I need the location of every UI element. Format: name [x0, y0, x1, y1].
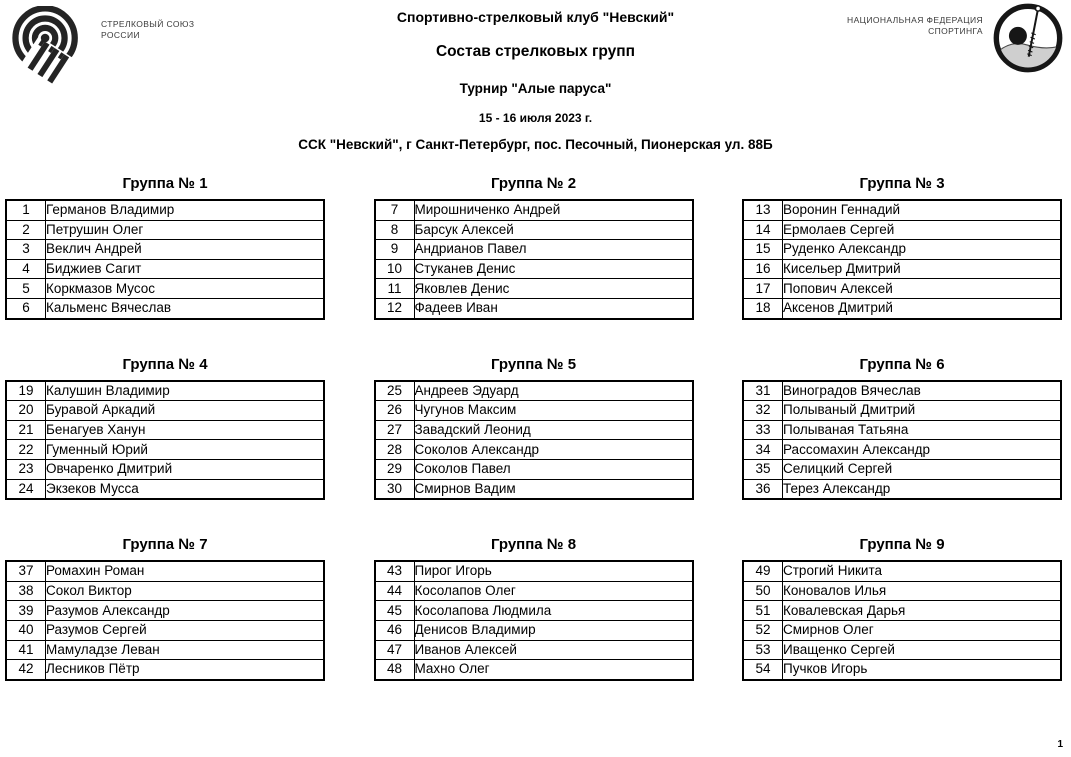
- member-number: 51: [743, 601, 783, 621]
- group-title: Группа № 1: [122, 175, 208, 192]
- group-title: Группа № 9: [859, 536, 945, 554]
- member-row: [743, 420, 1061, 440]
- member-number: 37: [6, 561, 46, 581]
- member-row: [6, 660, 324, 680]
- member-row: [6, 581, 324, 601]
- member-row: [375, 561, 693, 581]
- member-number: 20: [6, 401, 46, 421]
- member-row: [743, 401, 1061, 421]
- club-title: Спортивно-стрелковый клуб "Невский": [396, 9, 675, 25]
- member-name: Барсук Алексей: [414, 220, 693, 240]
- member-number: 17: [743, 279, 783, 299]
- member-name: Полываный Дмитрий: [783, 401, 1062, 421]
- member-number: 11: [375, 279, 415, 299]
- member-number: 30: [375, 479, 415, 499]
- member-number: 38: [6, 581, 46, 601]
- sporting-federation-clay-pigeon-logo-icon: [992, 2, 1064, 74]
- member-number: 19: [6, 381, 46, 401]
- member-row: [6, 620, 324, 640]
- member-row: [743, 381, 1061, 401]
- member-name: Овчаренко Дмитрий: [46, 459, 325, 479]
- member-name: Строгий Никита: [783, 561, 1062, 581]
- member-number: 35: [743, 459, 783, 479]
- member-row: [375, 440, 693, 460]
- left-org-name-line1: СТРЕЛКОВЫЙ СОЮЗ: [101, 19, 195, 29]
- member-name: Гуменный Юрий: [46, 440, 325, 460]
- member-row: [743, 601, 1061, 621]
- member-name: Завадский Леонид: [414, 420, 693, 440]
- member-number: 5: [6, 279, 46, 299]
- member-number: 12: [375, 298, 415, 318]
- member-name: Терез Александр: [783, 479, 1062, 499]
- member-number: 27: [375, 420, 415, 440]
- member-name: Андреев Эдуард: [414, 381, 693, 401]
- member-number: 24: [6, 479, 46, 499]
- group-table: [374, 560, 694, 681]
- member-number: 14: [743, 220, 783, 240]
- right-org-name: [847, 15, 983, 36]
- group-table: [742, 199, 1062, 320]
- member-number: 18: [743, 298, 783, 318]
- member-number: 48: [375, 660, 415, 680]
- member-row: [6, 601, 324, 621]
- group-3: [742, 175, 1062, 320]
- member-row: [6, 381, 324, 401]
- member-number: 36: [743, 479, 783, 499]
- member-name: Кальменс Вячеслав: [46, 298, 325, 318]
- member-number: 7: [375, 200, 415, 220]
- member-row: [375, 601, 693, 621]
- member-name: Бенагуев Ханун: [46, 420, 325, 440]
- member-row: [6, 561, 324, 581]
- member-number: 28: [375, 440, 415, 460]
- groups-grid: [0, 175, 1071, 681]
- tournament-title: Турнир "Алые паруса": [459, 81, 612, 96]
- member-row: [375, 459, 693, 479]
- member-name: Виноградов Вячеслав: [783, 381, 1062, 401]
- member-number: 6: [6, 298, 46, 318]
- member-name: Петрушин Олег: [46, 220, 325, 240]
- member-row: [743, 298, 1061, 318]
- member-row: [743, 220, 1061, 240]
- group-title: Группа № 3: [859, 175, 945, 192]
- member-name: Смирнов Олег: [783, 620, 1062, 640]
- member-row: [375, 620, 693, 640]
- member-row: [743, 620, 1061, 640]
- member-row: [743, 459, 1061, 479]
- member-row: [743, 279, 1061, 299]
- member-name: Ромахин Роман: [46, 561, 325, 581]
- member-number: 42: [6, 660, 46, 680]
- member-name: Мирошниченко Андрей: [414, 200, 693, 220]
- member-number: 1: [6, 200, 46, 220]
- group-table: [374, 380, 694, 501]
- member-number: 26: [375, 401, 415, 421]
- member-number: 4: [6, 259, 46, 279]
- group-table: [5, 380, 325, 501]
- member-row: [375, 381, 693, 401]
- member-name: Аксенов Дмитрий: [783, 298, 1062, 318]
- member-name: Андрианов Павел: [414, 240, 693, 260]
- member-row: [6, 240, 324, 260]
- venue-address: ССК "Невский", г Санкт-Петербург, пос. Песочный, Пионерская ул. 88Б: [298, 137, 773, 152]
- group-title: Группа № 8: [490, 536, 577, 554]
- group-title: Группа № 4: [122, 355, 208, 373]
- member-row: [375, 298, 693, 318]
- member-number: 50: [743, 581, 783, 601]
- group-5: [374, 356, 694, 501]
- member-row: [743, 660, 1061, 680]
- member-number: 49: [743, 561, 783, 581]
- group-table: [374, 199, 694, 320]
- left-org-name-line2: РОССИИ: [101, 29, 140, 40]
- member-row: [743, 240, 1061, 260]
- member-number: 53: [743, 640, 783, 660]
- member-row: [375, 401, 693, 421]
- member-row: [743, 479, 1061, 499]
- member-name: Попович Алексей: [783, 279, 1062, 299]
- member-name: Рассомахин Александр: [783, 440, 1062, 460]
- group-8: [374, 536, 694, 681]
- member-number: 8: [375, 220, 415, 240]
- left-org-block: [10, 6, 194, 84]
- member-name: Экзеков Мусса: [46, 479, 325, 499]
- member-number: 39: [6, 601, 46, 621]
- member-name: Яковлев Денис: [414, 279, 693, 299]
- member-name: Германов Владимир: [46, 200, 325, 220]
- member-row: [375, 581, 693, 601]
- member-row: [375, 660, 693, 680]
- group-title: Группа № 5: [490, 355, 577, 373]
- member-name: Ковалевская Дарья: [783, 601, 1062, 621]
- member-name: Разумов Александр: [46, 601, 325, 621]
- member-name: Фадеев Иван: [414, 298, 693, 318]
- member-name: Буравой Аркадий: [46, 401, 325, 421]
- page-number: 1: [1057, 739, 1063, 750]
- right-org-name-line1: НАЦИОНАЛЬНАЯ ФЕДЕРАЦИЯ: [847, 15, 983, 25]
- member-number: 13: [743, 200, 783, 220]
- left-org-name: [101, 19, 194, 40]
- group-table: [5, 560, 325, 681]
- member-number: 23: [6, 459, 46, 479]
- group-table: [5, 199, 325, 320]
- member-number: 40: [6, 620, 46, 640]
- shooting-union-target-logo-icon: [10, 6, 88, 84]
- member-name: Сокол Виктор: [46, 581, 325, 601]
- member-row: [6, 640, 324, 660]
- member-row: [6, 479, 324, 499]
- member-name: Мамуладзе Леван: [46, 640, 325, 660]
- member-name: Махно Олег: [414, 660, 693, 680]
- member-row: [375, 279, 693, 299]
- member-row: [743, 259, 1061, 279]
- member-number: 33: [743, 420, 783, 440]
- member-number: 45: [375, 601, 415, 621]
- member-row: [6, 259, 324, 279]
- member-row: [743, 440, 1061, 460]
- member-row: [375, 220, 693, 240]
- member-number: 43: [375, 561, 415, 581]
- member-number: 34: [743, 440, 783, 460]
- member-number: 52: [743, 620, 783, 640]
- member-name: Коркмазов Мусос: [46, 279, 325, 299]
- member-number: 31: [743, 381, 783, 401]
- member-name: Иванов Алексей: [414, 640, 693, 660]
- member-row: [6, 298, 324, 318]
- group-title: Группа № 7: [122, 536, 208, 554]
- member-row: [6, 279, 324, 299]
- member-name: Ермолаев Сергей: [783, 220, 1062, 240]
- member-row: [375, 200, 693, 220]
- group-6: [742, 356, 1062, 501]
- group-2: [374, 175, 694, 320]
- member-name: Руденко Александр: [783, 240, 1062, 260]
- group-1: [5, 175, 325, 320]
- member-number: 2: [6, 220, 46, 240]
- member-name: Биджиев Сагит: [46, 259, 325, 279]
- member-number: 15: [743, 240, 783, 260]
- member-number: 47: [375, 640, 415, 660]
- member-number: 41: [6, 640, 46, 660]
- member-number: 21: [6, 420, 46, 440]
- member-name: Стуканев Денис: [414, 259, 693, 279]
- group-title: Группа № 2: [490, 175, 577, 192]
- group-9: [742, 536, 1062, 681]
- member-row: [375, 259, 693, 279]
- member-row: [743, 200, 1061, 220]
- member-name: Чугунов Максим: [414, 401, 693, 421]
- member-row: [375, 640, 693, 660]
- member-number: 29: [375, 459, 415, 479]
- member-name: Веклич Андрей: [46, 240, 325, 260]
- member-number: 16: [743, 259, 783, 279]
- member-name: Лесников Пётр: [46, 660, 325, 680]
- member-name: Денисов Владимир: [414, 620, 693, 640]
- member-row: [6, 401, 324, 421]
- tournament-dates: 15 - 16 июля 2023 г.: [478, 111, 593, 125]
- member-row: [6, 200, 324, 220]
- member-name: Соколов Александр: [414, 440, 693, 460]
- document-title: Состав стрелковых групп: [435, 43, 636, 60]
- member-name: Пучков Игорь: [783, 660, 1062, 680]
- member-number: 44: [375, 581, 415, 601]
- member-number: 3: [6, 240, 46, 260]
- member-name: Воронин Геннадий: [783, 200, 1062, 220]
- member-name: Пирог Игорь: [414, 561, 693, 581]
- right-org-block: [847, 2, 1064, 74]
- member-row: [743, 640, 1061, 660]
- group-4: [5, 356, 325, 501]
- member-row: [6, 220, 324, 240]
- member-row: [6, 420, 324, 440]
- group-7: [5, 536, 325, 681]
- group-table: [742, 560, 1062, 681]
- group-table: [742, 380, 1062, 501]
- member-name: Калушин Владимир: [46, 381, 325, 401]
- member-number: 46: [375, 620, 415, 640]
- member-name: Косолапов Олег: [414, 581, 693, 601]
- member-number: 32: [743, 401, 783, 421]
- member-name: Селицкий Сергей: [783, 459, 1062, 479]
- member-name: Иващенко Сергей: [783, 640, 1062, 660]
- member-name: Коновалов Илья: [783, 581, 1062, 601]
- member-row: [375, 240, 693, 260]
- member-number: 25: [375, 381, 415, 401]
- member-row: [375, 479, 693, 499]
- member-name: Смирнов Вадим: [414, 479, 693, 499]
- member-number: 22: [6, 440, 46, 460]
- member-row: [743, 561, 1061, 581]
- member-number: 9: [375, 240, 415, 260]
- member-number: 10: [375, 259, 415, 279]
- member-row: [6, 440, 324, 460]
- member-number: 54: [743, 660, 783, 680]
- member-name: Косолапова Людмила: [414, 601, 693, 621]
- member-name: Соколов Павел: [414, 459, 693, 479]
- member-name: Разумов Сергей: [46, 620, 325, 640]
- member-row: [6, 459, 324, 479]
- right-org-name-line2: СПОРТИНГА: [928, 25, 983, 36]
- member-row: [743, 581, 1061, 601]
- member-name: Полываная Татьяна: [783, 420, 1062, 440]
- member-name: Кисельер Дмитрий: [783, 259, 1062, 279]
- member-row: [375, 420, 693, 440]
- group-title: Группа № 6: [859, 355, 945, 373]
